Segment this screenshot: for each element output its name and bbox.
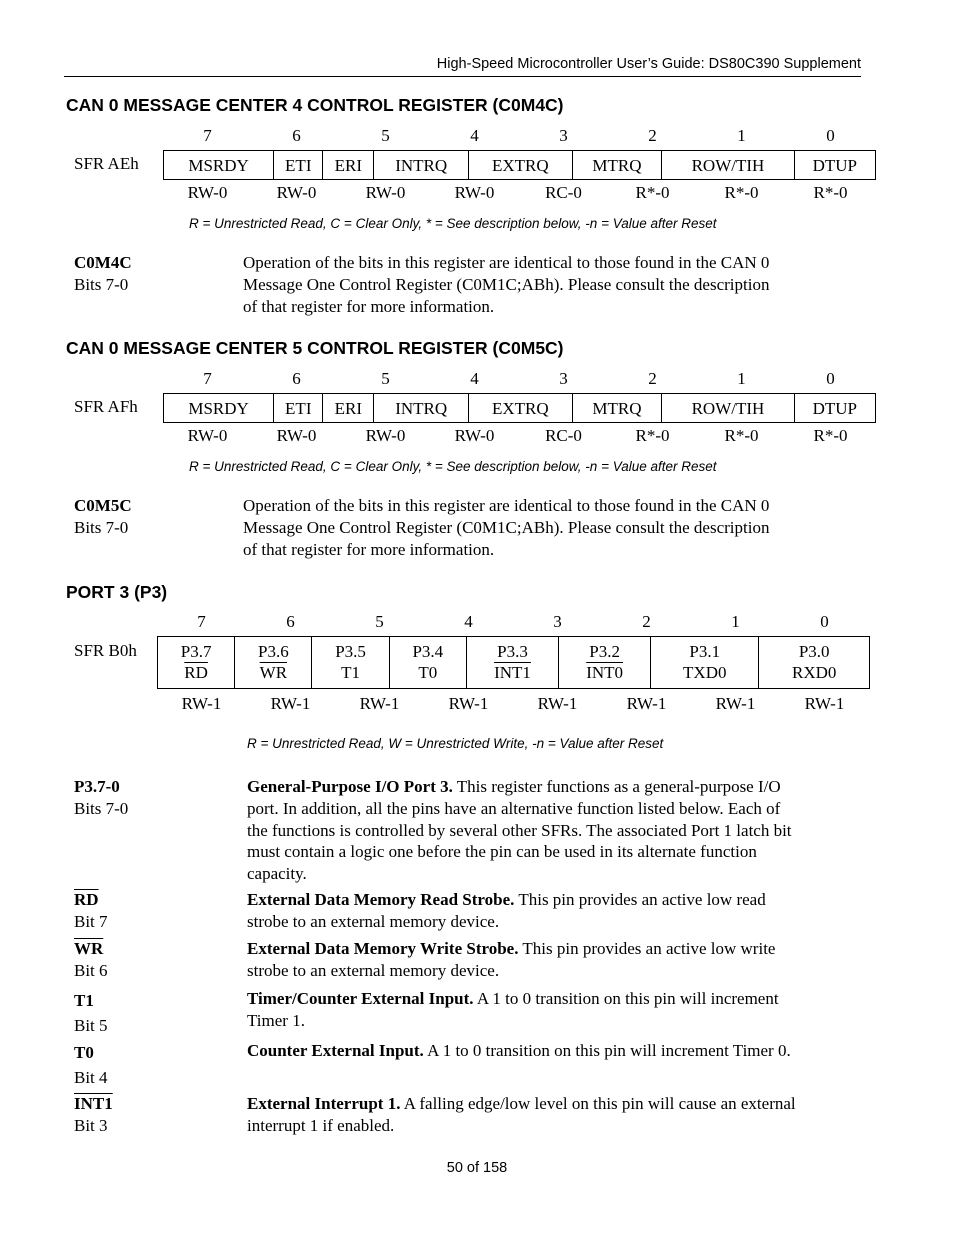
reset-value: RW-0 — [365, 183, 406, 202]
reset-value-row — [157, 694, 869, 716]
sfr-address: SFR B0h — [74, 641, 137, 660]
field-name: P3.7-0 — [74, 777, 120, 796]
register-bit-cell: ETI — [274, 394, 323, 423]
bit-number: 4 — [464, 612, 473, 631]
reset-value: RW-1 — [448, 694, 489, 713]
field-bits: Bit 6 — [74, 960, 108, 980]
description-line: Operation of the bits in this register are identical to those found in the CAN 0 — [243, 496, 770, 515]
register-bit-cell: DTUP — [794, 394, 875, 423]
field-bits: Bit 5 — [74, 1016, 108, 1035]
field-description-text — [247, 938, 867, 982]
bit-alt-function: TXD0 — [683, 663, 727, 682]
description-heading: General-Purpose I/O Port 3. — [247, 777, 453, 796]
field-description-text — [247, 988, 867, 1032]
reset-value: RW-1 — [715, 694, 756, 713]
bit-number: 7 — [197, 612, 206, 631]
register-bit-cell — [466, 637, 558, 689]
reset-value: RW-1 — [626, 694, 667, 713]
field-bits: Bits 7-0 — [74, 517, 129, 537]
description-line: of that register for more information. — [243, 296, 495, 316]
field-description-label — [74, 495, 132, 538]
register-bit-cell: ETI — [274, 151, 323, 180]
section-title-port3: PORT 3 (P3) — [66, 582, 168, 602]
register-table-c0m5c — [163, 393, 876, 423]
description-line: Message One Control Register (C0M1C;ABh). Please consult the description — [243, 517, 770, 537]
register-bit-cell: EXTRQ — [469, 394, 572, 423]
register-bit-cell — [389, 637, 466, 689]
bit-number: 3 — [553, 612, 562, 631]
field-description-label — [74, 1093, 113, 1136]
field-name: C0M5C — [74, 496, 132, 515]
reset-value: RW-1 — [537, 694, 578, 713]
register-bit-cell: MTRQ — [572, 394, 662, 423]
register-bit-cell — [651, 637, 759, 689]
description-line: This pin provides an active low write — [518, 939, 776, 958]
bit-number: 1 — [731, 612, 740, 631]
bit-alt-function: INT1 — [494, 663, 531, 682]
description-line: strobe to an external memory device. — [247, 960, 500, 980]
reset-value: RW-0 — [454, 426, 495, 445]
register-bit-cell: MTRQ — [572, 151, 662, 180]
bit-number: 2 — [642, 612, 651, 631]
field-name: $\overline{RD}$ — [74, 890, 99, 909]
bit-number-row — [163, 126, 875, 148]
register-legend-note: R = Unrestricted Read, C = Clear Only, * = See description below, -n = Value after Reset — [189, 459, 717, 474]
field-description-text — [247, 1040, 867, 1062]
section-title-c0m4c: CAN 0 MESSAGE CENTER 4 CONTROL REGISTER (C0M4C) — [66, 95, 564, 115]
register-bit-cell: ROW/TIH — [662, 151, 794, 180]
bit-number: 0 — [826, 126, 835, 145]
bit-number: 0 — [826, 369, 835, 388]
reset-value-row — [163, 183, 875, 205]
field-description-text — [247, 776, 867, 885]
register-bit-cell — [312, 637, 389, 689]
header-rule — [64, 76, 861, 77]
register-legend-note: R = Unrestricted Read, C = Clear Only, * = See description below, -n = Value after Reset — [189, 216, 717, 231]
description-line: of that register for more information. — [243, 539, 495, 559]
description-line: capacity. — [247, 864, 307, 884]
bit-alt-function: $\overline{WR}$ — [259, 663, 288, 682]
field-description-text — [243, 252, 863, 317]
bit-number: 5 — [375, 612, 384, 631]
register-bit-cell: INTRQ — [374, 394, 469, 423]
register-bit-cell: ERI — [323, 394, 374, 423]
sfr-address: SFR AEh — [74, 154, 139, 173]
bit-number: 4 — [470, 126, 479, 145]
bit-alt-function: $\overline{RD}$ — [184, 663, 208, 682]
register-bit-cell — [559, 637, 651, 689]
bit-number-row — [163, 369, 875, 391]
field-bits: Bits 7-0 — [74, 274, 129, 294]
reset-value: RW-0 — [276, 183, 317, 202]
field-name: T0 — [74, 1043, 94, 1062]
register-bit-cell — [759, 637, 870, 689]
bit-number: 7 — [203, 369, 212, 388]
reset-value: RW-0 — [365, 426, 406, 445]
register-table-c0m4c — [163, 150, 876, 180]
field-description-text — [247, 1093, 867, 1137]
register-bit-cell — [158, 637, 235, 689]
reset-value: R*-0 — [813, 426, 848, 445]
field-bits: Bits 7-0 — [74, 798, 129, 818]
field-description-label — [74, 889, 108, 932]
description-line: Operation of the bits in this register are identical to those found in the CAN 0 — [243, 253, 770, 272]
field-bits: Bit 4 — [74, 1068, 108, 1087]
bit-number: 6 — [286, 612, 295, 631]
bit-name: P3.6 — [257, 642, 289, 661]
description-line: interrupt 1 if enabled. — [247, 1115, 395, 1135]
description-line: Message One Control Register (C0M1C;ABh). Please consult the description — [243, 274, 770, 294]
reset-value-row — [163, 426, 875, 448]
bit-number: 4 — [470, 369, 479, 388]
bit-number: 3 — [559, 369, 568, 388]
bit-number: 6 — [292, 126, 301, 145]
reset-value: RW-1 — [359, 694, 400, 713]
bit-alt-function: RXD0 — [791, 663, 837, 682]
reset-value: RW-0 — [187, 426, 228, 445]
description-heading: External Interrupt 1. — [247, 1094, 401, 1113]
reset-value: RW-0 — [187, 183, 228, 202]
bit-number: 2 — [648, 126, 657, 145]
description-heading: External Data Memory Read Strobe. — [247, 890, 515, 909]
reset-value: R*-0 — [813, 183, 848, 202]
register-table-port3 — [157, 636, 870, 689]
document-header: High-Speed Microcontroller User’s Guide: DS80C390 Supplement — [436, 56, 861, 72]
field-description-label — [74, 938, 108, 981]
field-description-text — [243, 495, 863, 560]
bit-number: 1 — [737, 126, 746, 145]
bit-number-row — [157, 612, 869, 634]
bit-number: 2 — [648, 369, 657, 388]
bit-alt-function: T1 — [341, 663, 361, 682]
bit-alt-function: T0 — [418, 663, 438, 682]
register-bit-cell — [235, 637, 312, 689]
field-bits: Bit 7 — [74, 911, 108, 931]
bit-number: 1 — [737, 369, 746, 388]
field-description-label — [74, 988, 108, 1038]
description-line: A 1 to 0 transition on this pin will increment — [473, 989, 779, 1008]
field-name: $\overline{WR}$ — [74, 939, 104, 958]
bit-name: P3.7 — [180, 642, 212, 661]
bit-number: 5 — [381, 369, 390, 388]
bit-alt-function: INT0 — [586, 663, 624, 682]
reset-value: RC-0 — [545, 183, 582, 202]
bit-name: P3.3 — [497, 642, 528, 661]
description-heading: External Data Memory Write Strobe. — [247, 939, 519, 958]
sfr-address: SFR AFh — [74, 397, 138, 416]
bit-name: P3.2 — [589, 642, 620, 661]
reset-value: RC-0 — [545, 426, 582, 445]
description-heading: Timer/Counter External Input. — [247, 989, 474, 1008]
register-bit-cell: ERI — [323, 151, 374, 180]
description-line: strobe to an external memory device. — [247, 911, 500, 931]
register-bit-cell: INTRQ — [374, 151, 469, 180]
bit-name: P3.4 — [412, 642, 444, 661]
description-line: This register functions as a general-purpose I/O — [452, 777, 781, 796]
bit-number: 5 — [381, 126, 390, 145]
reset-value: R*-0 — [724, 426, 759, 445]
register-bit-cell: MSRDY — [164, 394, 274, 423]
register-legend-note: R = Unrestricted Read, W = Unrestricted Write, -n = Value after Reset — [247, 736, 664, 751]
field-description-label — [74, 776, 128, 819]
description-line: must contain a logic one before the pin can be used in its alternate function — [247, 842, 757, 862]
bit-name: P3.1 — [689, 642, 721, 661]
register-bit-cell: DTUP — [794, 151, 875, 180]
register-bit-cell: ROW/TIH — [662, 394, 794, 423]
reset-value: RW-0 — [276, 426, 317, 445]
field-name: INT1 — [74, 1094, 113, 1113]
description-line: port. In addition, all the pins have an alternative function listed below. Each of — [247, 798, 781, 818]
bit-name: P3.5 — [335, 642, 366, 661]
bit-number: 7 — [203, 126, 212, 145]
register-bit-cell: MSRDY — [164, 151, 274, 180]
bit-number: 6 — [292, 369, 301, 388]
reset-value: RW-1 — [804, 694, 845, 713]
field-name: C0M4C — [74, 253, 132, 272]
field-description-text — [247, 889, 867, 933]
reset-value: RW-1 — [270, 694, 311, 713]
description-line: the functions is controlled by several other SFRs. The associated Port 1 latch bit — [247, 820, 792, 840]
description-line: A falling edge/low level on this pin will cause an external — [400, 1094, 796, 1113]
register-bit-cell: EXTRQ — [469, 151, 572, 180]
bit-name: P3.0 — [798, 642, 830, 661]
reset-value: R*-0 — [724, 183, 759, 202]
field-description-label — [74, 1040, 108, 1090]
bit-number: 3 — [559, 126, 568, 145]
description-line: A 1 to 0 transition on this pin will increment Timer 0. — [423, 1041, 791, 1060]
field-bits: Bit 3 — [74, 1115, 108, 1135]
field-name: T1 — [74, 991, 94, 1010]
reset-value: R*-0 — [635, 426, 670, 445]
reset-value: RW-1 — [181, 694, 222, 713]
reset-value: RW-0 — [454, 183, 495, 202]
reset-value: R*-0 — [635, 183, 670, 202]
description-line: Timer 1. — [247, 1010, 305, 1030]
field-description-label — [74, 252, 132, 295]
page-number: 50 of 158 — [446, 1160, 508, 1176]
description-heading: Counter External Input. — [247, 1041, 424, 1060]
bit-number: 0 — [820, 612, 829, 631]
section-title-c0m5c: CAN 0 MESSAGE CENTER 5 CONTROL REGISTER (C0M5C) — [66, 338, 564, 358]
description-line: This pin provides an active low read — [514, 890, 766, 909]
